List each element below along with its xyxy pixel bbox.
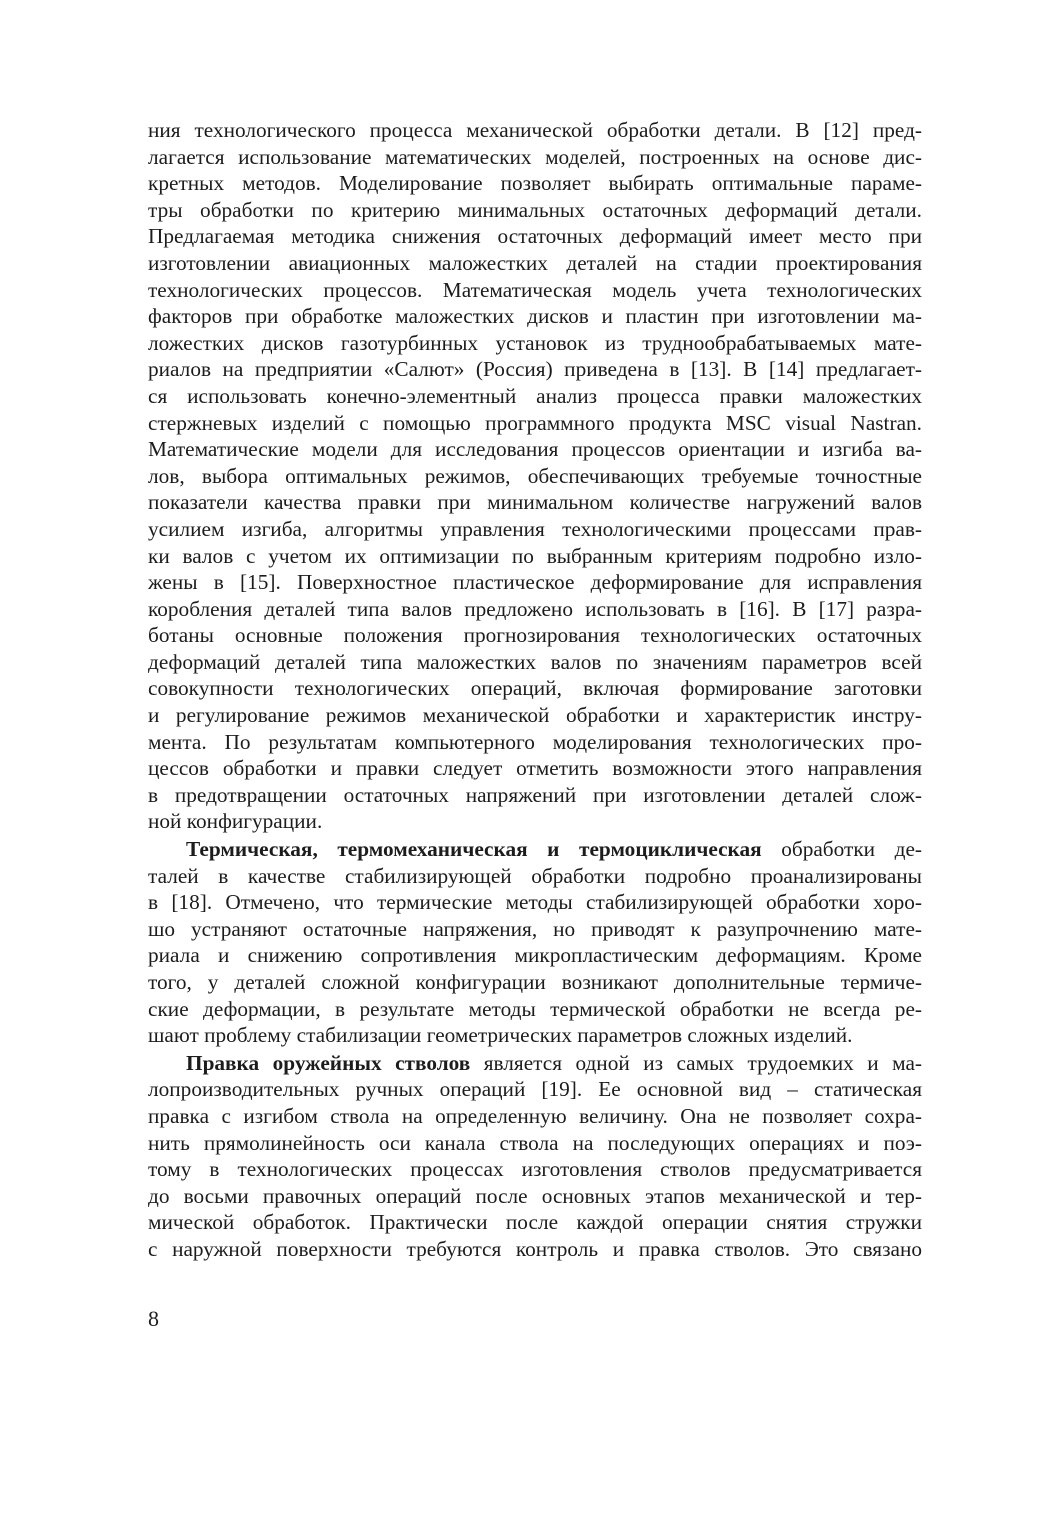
text-line: лопроизводительных ручных операций [19]. Ее основной вид – статическая bbox=[148, 1077, 922, 1102]
paragraph-2 bbox=[148, 836, 922, 1049]
text-line: нить прямолинейность оси канала ствола на последующих операциях и поэ- bbox=[148, 1130, 922, 1155]
text-line: изготовлении авиационных маложестких деталей на стадии проектирования bbox=[148, 250, 922, 275]
text-line: лагается использование математических моделей, построенных на основе дис- bbox=[148, 144, 922, 169]
text-line-first bbox=[148, 1050, 922, 1077]
text-line: в [18]. Отмечено, что термические методы стабилизирующей обработки хоро- bbox=[148, 890, 922, 915]
text-line: показатели качества правки при минимальном количестве нагружений валов bbox=[148, 490, 922, 515]
bold-heading: Правка оружейных стволов bbox=[186, 1050, 471, 1075]
text-line: совокупности технологических операций, включая формирование заготовки bbox=[148, 676, 922, 701]
text-line: шо устраняют остаточные напряжения, но приводят к разупрочнению мате- bbox=[148, 916, 922, 941]
text-line: шают проблему стабилизации геометрических параметров сложных изделий. bbox=[148, 1023, 853, 1048]
text-fragment: обработки де- bbox=[761, 837, 922, 862]
text-line: и регулирование режимов механической обработки и характеристик инстру- bbox=[148, 703, 922, 728]
text-line: в предотвращении остаточных напряжений при изготовлении деталей слож- bbox=[148, 782, 922, 807]
text-line: тры обработки по критерию минимальных остаточных деформаций детали. bbox=[148, 197, 922, 222]
paragraph-3 bbox=[148, 1050, 922, 1263]
bold-heading: Термическая, термомеханическая и термоциклическая bbox=[186, 837, 762, 862]
text-line: лов, выбора оптимальных режимов, обеспечивающих требуемые точностные bbox=[148, 463, 922, 488]
text-line: ной конфигурации. bbox=[148, 809, 323, 834]
text-line: усилием изгиба, алгоритмы управления технологическими процессами прав- bbox=[148, 516, 922, 541]
text-line: правка с изгибом ствола на определенную величину. Она не позволяет сохра- bbox=[148, 1103, 922, 1128]
text-line: ки валов с учетом их оптимизации по выбранным критериям подробно изло- bbox=[148, 543, 922, 568]
text-line: жены в [15]. Поверхностное пластическое деформирование для исправления bbox=[148, 570, 922, 595]
text-line: ния технологического процесса механической обработки детали. В [12] пред- bbox=[148, 118, 922, 142]
text-line: Математические модели для исследования процессов ориентации и изгиба ва- bbox=[148, 437, 922, 462]
text-line: Предлагаемая методика снижения остаточных деформаций имеет место при bbox=[148, 224, 922, 249]
body-text bbox=[148, 117, 922, 1263]
text-line: стержневых изделий с помощью программного продукта MSC visual Nastran. bbox=[148, 410, 922, 435]
text-line: тому в технологических процессах изготовления стволов предусматривается bbox=[148, 1157, 922, 1182]
text-line: до восьми правочных операций после основных этапов механической и тер- bbox=[148, 1183, 922, 1208]
text-line: технологических процессов. Математическая модель учета технологических bbox=[148, 277, 922, 302]
text-line: риалов на предприятии «Салют» (Россия) приведена в [13]. В [14] предлагает- bbox=[148, 357, 922, 382]
text-line: коробления деталей типа валов предложено использовать в [16]. В [17] разра- bbox=[148, 596, 922, 621]
text-line: мической обработок. Практически после каждой операции снятия стружки bbox=[148, 1210, 922, 1235]
page-number: 8 bbox=[148, 1306, 159, 1331]
text-fragment: является одной из самых трудоемких и ма- bbox=[470, 1050, 922, 1075]
text-line: ложестких дисков газотурбинных установок из труднообрабатываемых мате- bbox=[148, 330, 922, 355]
text-line: того, у деталей сложной конфигурации возникают дополнительные термиче- bbox=[148, 970, 922, 994]
text-line: ботаны основные положения прогнозирования технологических остаточных bbox=[148, 623, 922, 648]
text-line: цессов обработки и правки следует отметить возможности этого направления bbox=[148, 756, 922, 781]
text-line: ские деформации, в результате методы термической обработки не всегда ре- bbox=[148, 996, 922, 1021]
text-line: деформаций деталей типа маложестких валов по значениям параметров всей bbox=[148, 649, 922, 674]
text-line: риала и снижению сопротивления микропластическим деформациям. Кроме bbox=[148, 943, 922, 968]
text-line: кретных методов. Моделирование позволяет выбирать оптимальные параме- bbox=[148, 171, 922, 196]
text-line-first bbox=[148, 836, 922, 863]
paragraph-1 bbox=[148, 117, 922, 835]
text-line: мента. По результатам компьютерного моделирования технологических про- bbox=[148, 729, 922, 754]
text-line: ся использовать конечно-элементный анализ процесса правки маложестких bbox=[148, 383, 922, 408]
text-line: с наружной поверхности требуются контроль и правка стволов. Это связано bbox=[148, 1236, 922, 1261]
text-line: факторов при обработке маложестких дисков и пластин при изготовлении ма- bbox=[148, 304, 922, 329]
text-line: талей в качестве стабилизирующей обработки подробно проанализированы bbox=[148, 863, 922, 888]
